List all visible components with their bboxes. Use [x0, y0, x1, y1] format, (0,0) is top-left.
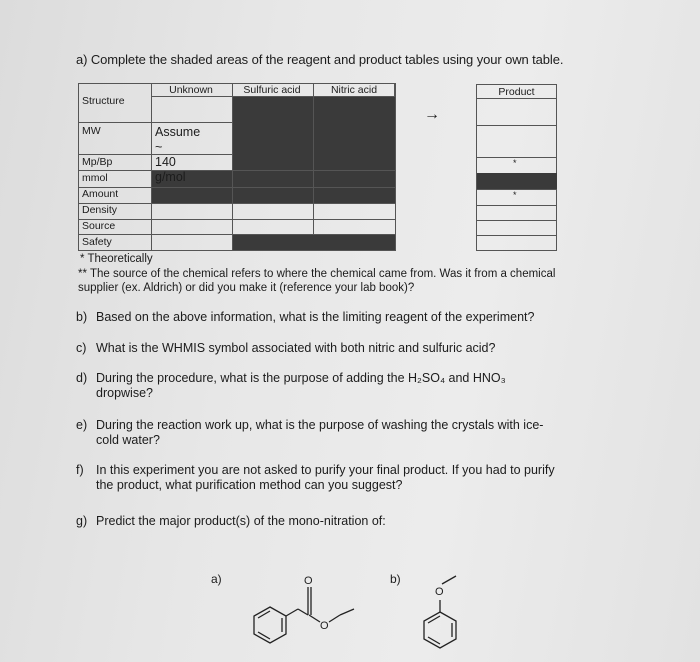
question-e-line1: During the reaction work up, what is the purpose of washing the crystals with ice-	[96, 418, 544, 432]
product-mark-2: *	[513, 190, 517, 200]
col-divider	[395, 83, 396, 251]
mw-unknown-line1: Assume ~	[155, 125, 201, 154]
question-f-line2: the product, what purification method can you suggest?	[96, 478, 403, 492]
question-e-line2: cold water?	[96, 433, 160, 447]
question-d-number: d)	[76, 371, 88, 385]
product-shaded-mmol	[477, 173, 557, 189]
row-divider	[78, 219, 395, 220]
row-label-structure: Structure	[82, 95, 125, 107]
question-e	[76, 418, 543, 448]
col-header-sulfuric: Sulfuric acid	[243, 84, 301, 96]
shaded-cells-safety	[233, 235, 395, 250]
row-divider	[78, 203, 395, 204]
question-g-number: g)	[76, 514, 88, 528]
product-row-divider	[476, 235, 557, 236]
question-c	[76, 341, 495, 356]
question-f-line1: In this experiment you are not asked to purify your final product. If you had to purify	[96, 463, 555, 477]
carbonyl-oxygen-label: O	[304, 575, 313, 587]
note-source-line2: supplier (ex. Aldrich) or did you make it (reference your lab book)?	[78, 282, 415, 294]
shade-grid-line	[152, 187, 395, 188]
question-d-text	[96, 371, 506, 401]
section-a-heading: a) Complete the shaded areas of the reagent and product tables using your own table.	[76, 52, 564, 67]
shaded-cells-acids-structure-mw-mp	[233, 97, 395, 170]
molecule-a-structure	[240, 565, 370, 662]
molecule-b-structure	[412, 568, 472, 662]
note-source	[78, 267, 555, 295]
question-d-line2: dropwise?	[96, 386, 153, 400]
row-label-mw: MW	[82, 125, 101, 137]
row-label-source: Source	[82, 220, 116, 232]
ester-oxygen-label: O	[320, 620, 329, 632]
col-header-nitric: Nitric acid	[330, 84, 378, 96]
product-mark-1: *	[513, 158, 517, 168]
question-f-number: f)	[76, 463, 84, 477]
question-b-text: Based on the above information, what is the limiting reagent of the experiment?	[96, 310, 535, 324]
molecule-b-label: b)	[390, 572, 401, 586]
question-c-number: c)	[76, 341, 87, 355]
product-row-divider	[476, 125, 557, 126]
question-g-text: Predict the major product(s) of the mono-nitration of:	[96, 514, 386, 528]
product-row-divider	[476, 205, 557, 206]
reaction-arrow: →	[424, 106, 440, 123]
row-label-density: Density	[82, 204, 118, 216]
row-label-mmol: mmol	[82, 172, 108, 184]
note-source-line1: ** The source of the chemical refers to where the chemical came from. Was it from a chemical	[78, 268, 556, 280]
ether-oxygen-label: O	[435, 586, 444, 598]
question-e-text	[96, 418, 543, 448]
product-row-divider	[476, 98, 557, 99]
mw-unknown-line2: 140 g/mol	[155, 155, 186, 184]
question-c-text: What is the WHMIS symbol associated with both nitric and sulfuric acid?	[96, 341, 496, 355]
row-label-safety: Safety	[82, 236, 112, 248]
row-divider	[78, 250, 395, 251]
molecule-a-label: a)	[211, 572, 222, 586]
question-b	[76, 310, 534, 325]
question-d-line1: During the procedure, what is the purpose of adding the H₂SO₄ and HNO₃	[96, 371, 506, 385]
question-b-number: b)	[76, 310, 88, 324]
question-g	[76, 514, 386, 529]
note-theoretically: * Theoretically	[80, 253, 153, 265]
product-row-divider	[476, 220, 557, 221]
col-divider	[151, 83, 152, 251]
question-f	[76, 463, 555, 493]
row-label-amount: Amount	[82, 188, 119, 200]
col-header-unknown: Unknown	[169, 84, 213, 96]
product-header: Product	[498, 86, 535, 98]
question-e-number: e)	[76, 418, 88, 432]
question-d	[76, 371, 506, 401]
question-f-text	[96, 463, 555, 493]
mw-unknown-value	[155, 125, 200, 185]
row-label-mpbp: Mp/Bp	[82, 156, 113, 168]
